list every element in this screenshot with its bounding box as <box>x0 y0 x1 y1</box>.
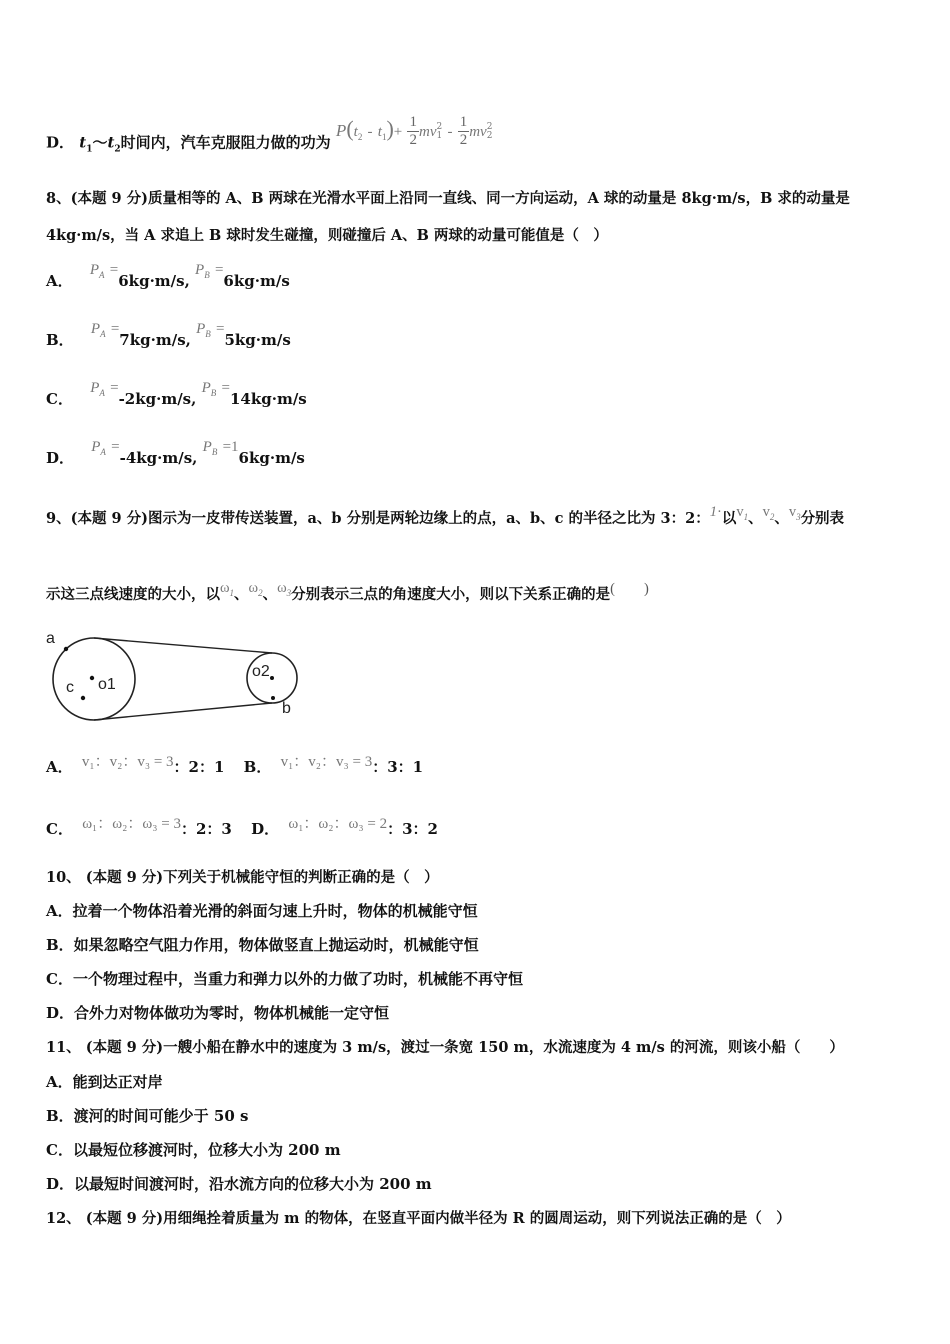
t1-subscript: 1 <box>86 144 93 155</box>
ratio-one: 1 <box>709 504 717 520</box>
pa-subscript: A <box>99 270 105 280</box>
pa-symbol: P <box>91 439 101 455</box>
q9-options-cd <box>46 818 438 839</box>
w2-subscript: 2 <box>258 587 263 598</box>
formula-mv: mv <box>418 123 437 140</box>
v2-power: 2 <box>486 121 493 132</box>
formula-t2-sub: 2 <box>357 131 363 142</box>
pb-value: 5kg·m/s <box>224 331 291 349</box>
q12-stem: 12、 (本题 9 分)用细绳拴着质量为 m 的物体，在竖直平面内做半径为 R 的圆周运动，则下列说法正确的是（ ） <box>46 1210 791 1227</box>
q8-option-c <box>46 380 307 410</box>
half-denominator: 2 <box>409 132 417 148</box>
pa-subscript: A <box>100 447 106 457</box>
option-b-label: B． <box>243 758 272 776</box>
pb-symbol: P <box>202 439 212 455</box>
q11-option-b: B．渡河的时间可能少于 50 s <box>46 1107 249 1125</box>
option-d-expr: ω₁：ω₂：ω₃ = 2 <box>288 816 388 832</box>
equals: = <box>214 262 224 278</box>
o2-letter: o <box>252 663 261 680</box>
pb-subscript: B <box>210 388 217 398</box>
q8-option-d <box>46 439 305 469</box>
equals: = <box>110 380 119 396</box>
v1-subscript: 1 <box>743 511 749 522</box>
v3-symbol: v <box>788 504 797 520</box>
option-b-tail: ：3：1 <box>372 758 424 776</box>
formula-close: ) <box>386 115 394 141</box>
belt-bottom <box>94 703 272 720</box>
belt-top <box>94 638 272 653</box>
o1-sub: 1 <box>106 676 116 693</box>
option-c-expr: ω₁：ω₂：ω₃ = 3 <box>82 816 181 832</box>
separator: 、 <box>774 510 789 527</box>
label-b: b <box>282 700 291 717</box>
answer-paren: ( ) <box>610 581 649 597</box>
half-numerator: 1 <box>409 114 417 130</box>
t2-subscript: 2 <box>114 144 121 155</box>
q10-option-a: A．拉着一个物体沿着光滑的斜面匀速上升时，物体的机械能守恒 <box>46 902 478 920</box>
q8-option-b <box>46 321 291 351</box>
half2-numerator: 1 <box>459 114 468 130</box>
equals: = <box>221 380 230 396</box>
pb-value: 14kg·m/s <box>229 390 307 408</box>
pa-symbol: P <box>89 262 100 278</box>
w3-subscript: 3 <box>286 587 292 598</box>
o2-sub: 2 <box>260 663 270 680</box>
formula-p: P <box>335 120 347 140</box>
point-c <box>81 696 85 700</box>
v1-symbol: v <box>736 504 744 520</box>
q10-stem: 10、 (本题 9 分)下列关于机械能守恒的判断正确的是（ ） <box>46 869 439 886</box>
pa-subscript: A <box>100 329 106 339</box>
pb-subscript: B <box>211 447 218 457</box>
q9-text-5: 分别表示三点的角速度大小，则以下关系正确的是 <box>291 586 611 603</box>
formula-minus: - <box>367 123 373 140</box>
option-label: A． <box>46 272 73 290</box>
w1-symbol: ω <box>220 580 230 596</box>
v1-power: 2 <box>436 121 443 132</box>
option-label: D． <box>46 449 75 467</box>
q9-stem-line2 <box>46 580 649 605</box>
equals: = <box>109 262 119 278</box>
equals: = <box>110 321 120 337</box>
q11-option-d: D．以最短时间渡河时，沿水流方向的位移大小为 200 m <box>46 1175 432 1193</box>
formula-plus: + <box>393 123 403 140</box>
pa-value: -4kg·m/s, <box>119 449 198 467</box>
w1-subscript: 1 <box>229 587 235 598</box>
pb-subscript: B <box>205 329 211 339</box>
q9-text-3: 分别表 <box>800 510 845 527</box>
formula-t1-sub: 1 <box>381 131 387 142</box>
option-c-tail: ：2：3 <box>180 820 232 838</box>
center-o2 <box>270 676 274 680</box>
option-b-expr: v₁：v₂：v₃ = 3 <box>280 754 373 770</box>
pb-symbol: P <box>201 380 211 396</box>
pb-symbol: P <box>195 262 205 278</box>
label-a: a <box>46 630 55 647</box>
t1-symbol: t <box>79 133 87 152</box>
v2-subscript: 2 <box>769 511 775 522</box>
separator: 、 <box>262 586 278 603</box>
q8-stem-line1: 8、(本题 9 分)质量相等的 A、B 两球在光滑水平面上沿同一直线、同一方向运动，A 球的动量是 8kg·m/s，B 求的动量是 <box>46 190 850 207</box>
v3-subscript: 3 <box>796 511 801 522</box>
q9-text-2: 以 <box>721 510 737 527</box>
equals: = <box>111 439 120 455</box>
option-label: B． <box>46 331 74 349</box>
q7-option-d <box>46 114 493 161</box>
ratio-dot: · <box>716 504 722 520</box>
q8-stem-line2: 4kg·m/s，当 A 求追上 B 球时发生碰撞，则碰撞后 A、B 两球的动量可能值是（ ） <box>46 227 608 244</box>
half2-denominator: 2 <box>459 132 468 148</box>
pb-subscript: B <box>204 270 210 280</box>
formula-minus-2: - <box>447 123 453 140</box>
center-o1 <box>90 676 94 680</box>
q10-option-d: D．合外力对物体做功为零时，物体机械能一定守恒 <box>46 1004 390 1022</box>
q9-text-4: 示这三点线速度的大小，以 <box>46 586 220 603</box>
q10-option-b: B．如果忽略空气阻力作用，物体做竖直上抛运动时，机械能守恒 <box>46 936 479 954</box>
equals: =1 <box>222 439 239 455</box>
q11-option-c: C．以最短位移渡河时，位移大小为 200 m <box>46 1141 341 1159</box>
q9-options-ab <box>46 756 423 777</box>
option-a-expr: v₁：v₂：v₃ = 3 <box>81 754 174 770</box>
v1-sub: 1 <box>436 130 443 141</box>
pa-symbol: P <box>90 380 100 396</box>
formula-mv-2: mv <box>469 123 487 140</box>
option-label: D． <box>46 133 75 152</box>
option-d-tail: ：3：2 <box>387 820 438 838</box>
separator: 、 <box>234 586 249 603</box>
label-c: c <box>66 679 74 696</box>
q11-stem: 11、 (本题 9 分)一艘小船在静水中的速度为 3 m/s，渡过一条宽 150 m，水流速度为 4 m/s 的河流，则该小船（ ） <box>46 1039 844 1056</box>
option-d-label: D． <box>251 820 280 838</box>
separator: 、 <box>748 510 763 527</box>
point-b <box>271 696 275 700</box>
option-c-label: C． <box>46 820 73 838</box>
v2-symbol: v <box>762 504 770 520</box>
point-a <box>64 647 68 651</box>
w2-symbol: ω <box>248 580 259 596</box>
pa-value: 7kg·m/s, <box>119 331 191 349</box>
formula-half <box>407 114 419 149</box>
q9-stem-line1 <box>46 504 845 529</box>
q8-option-a <box>46 262 290 292</box>
q10-option-c: C．一个物理过程中，当重力和弹力以外的力做了功时，机械能不再守恒 <box>46 970 523 988</box>
pb-symbol: P <box>196 321 206 337</box>
label-o2 <box>252 663 270 680</box>
pa-symbol: P <box>90 321 101 337</box>
formula-half-2 <box>458 114 470 149</box>
option-label: C． <box>46 390 73 408</box>
formula-t2: t <box>353 123 358 140</box>
formula-open: ( <box>346 115 354 141</box>
w3-symbol: ω <box>277 580 287 596</box>
q7d-text: 时间内，汽车克服阻力做的功为 <box>120 133 331 152</box>
q11-option-a: A．能到达正对岸 <box>46 1073 163 1091</box>
tilde: ～ <box>92 133 108 152</box>
v2-sub: 2 <box>486 130 493 141</box>
work-formula <box>335 114 493 148</box>
pa-value: -2kg·m/s, <box>118 390 197 408</box>
label-o1 <box>98 676 116 693</box>
pb-value: 6kg·m/s <box>223 272 290 290</box>
pa-subscript: A <box>99 388 105 398</box>
pb-value: 6kg·m/s <box>238 449 305 467</box>
o1-letter: o <box>98 676 107 693</box>
formula-t1: t <box>377 123 382 140</box>
pa-value: 6kg·m/s, <box>118 272 190 290</box>
equals: = <box>216 321 225 337</box>
t2-symbol: t <box>107 133 115 152</box>
belt-diagram <box>40 622 320 734</box>
q9-text-1: 9、(本题 9 分)图示为一皮带传送装置，a、b 分别是两轮边缘上的点，a、b、c 的半径之比为 3：2： <box>46 510 710 527</box>
option-a-label: A． <box>46 758 73 776</box>
option-a-tail: ：2：1 <box>173 758 225 776</box>
